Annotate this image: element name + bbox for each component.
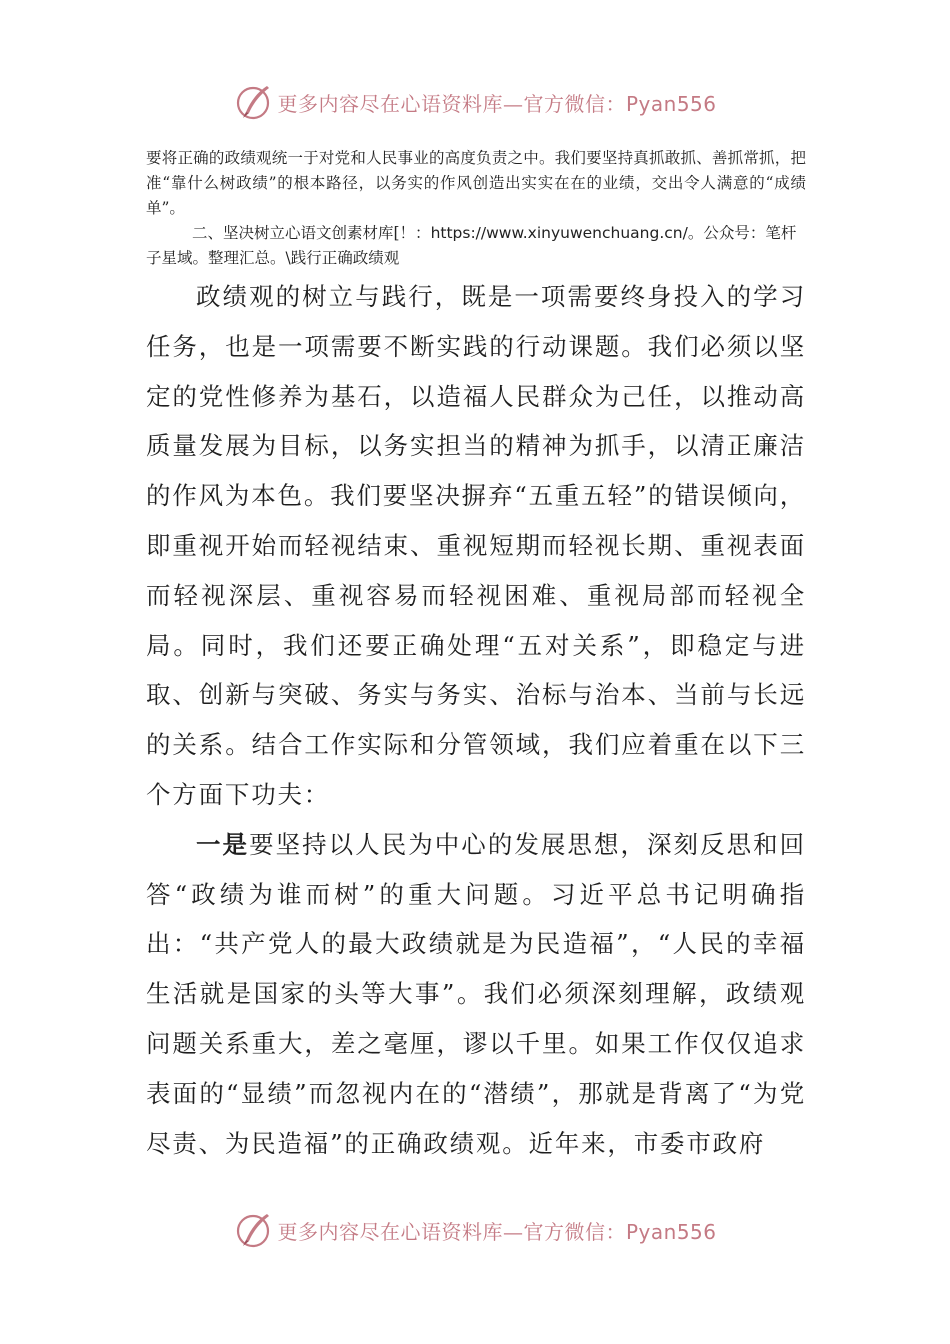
section-heading-two: 二、坚决树立心语文创素材库[！：https://www.xinyuwenchuang.cn/。公众号：笔杆子星域。整理汇总。\践行正确政绩观	[146, 224, 797, 267]
body-text	[146, 272, 806, 1168]
wechat-id: Pyan556	[625, 1219, 717, 1244]
bold-lead: 一是	[196, 829, 250, 859]
header-watermark-banner	[0, 82, 950, 122]
banner-text: 更多内容尽在心语资料库—官方微信：Pyan556	[277, 1219, 717, 1244]
banner-text: 更多内容尽在心语资料库—官方微信：Pyan556	[277, 91, 717, 116]
quill-pen-logo-icon	[233, 82, 273, 122]
intro-paragraph: 要将正确的政绩观统一于对党和人民事业的高度负责之中。我们要坚持真抓敢抓、善抓常抓，把准“靠什么树政绩”的根本路径，以务实的作风创造出实实在在的业绩，交出令人满意的“成绩单”。	[146, 149, 806, 217]
quill-pen-logo-icon	[233, 1210, 273, 1250]
wechat-id: Pyan556	[625, 91, 717, 116]
footer-watermark-banner	[0, 1210, 950, 1250]
intro-section	[146, 146, 806, 271]
body-paragraph-1: 政绩观的树立与践行，既是一项需要终身投入的学习任务，也是一项需要不断实践的行动课题。我们必须以坚定的党性修养为基石，以造福人民群众为己任，以推动高质量发展为目标，以务实担当的精神为抓手，以清正廉洁的作风为本色。我们要坚决摒弃“五重五轻”的错误倾向，即重视开始而轻视结束、重视短期而轻视长期、重视表面而轻视深层、重视容易而轻视困难、重视局部而轻视全局。同时，我们还要正确处理“五对关系”，即稳定与进取、创新与突破、务实与务实、治标与治本、当前与长远的关系。结合工作实际和分管领域，我们应着重在以下三个方面下功夫：	[146, 282, 806, 809]
source-url: https://www.xinyuwenchuang.cn/	[430, 224, 688, 242]
body-paragraph-2: 一是要坚持以人民为中心的发展思想，深刻反思和回答“政绩为谁而树”的重大问题。习近平总书记明确指出：“共产党人的最大政绩就是为民造福”，“人民的幸福生活就是国家的头等大事”。我们必须深刻理解，政绩观问题关系重大，差之毫厘，谬以千里。如果工作仅仅追求表面的“显绩”而忽视内在的“潜绩”，那就是背离了“为党尽责、为民造福”的正确政绩观。近年来，市委市政府	[146, 829, 806, 1158]
